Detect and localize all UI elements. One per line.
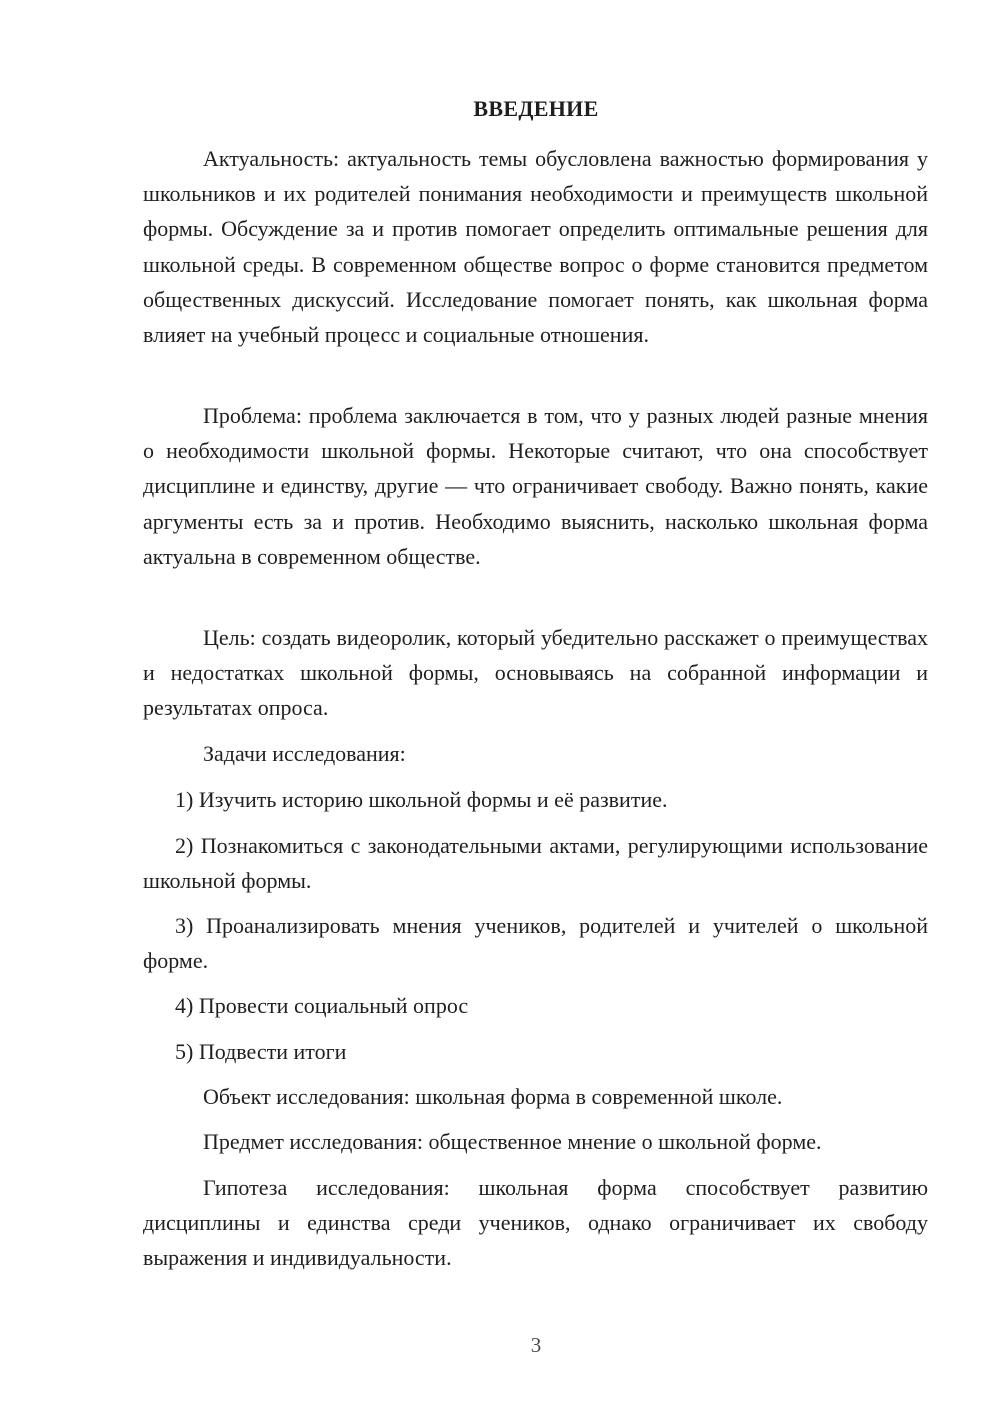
paragraph-object: Объект исследования: школьная форма в современной школе.	[203, 1084, 783, 1109]
task-item-5: 5) Подвести итоги	[175, 1039, 347, 1064]
task-item-1: 1) Изучить историю школьной формы и её развитие.	[175, 787, 668, 812]
paragraph-goal: Цель: создать видеоролик, который убедительно расскажет о преимуществах и недостатках школьной формы, основываясь на собранной информации и результатах опроса.	[143, 625, 928, 721]
task-item-4: 4) Провести социальный опрос	[175, 993, 469, 1018]
paragraph-relevance: Актуальность: актуальность темы обусловлена важностью формирования у школьников и их родителей понимания необходимости и преимуществ школьной формы. Обсуждение за и против помогает определить оптимальные решения для школьной среды. В современном обществе вопрос о форме становится предметом общественных дискуссий. Исследование помогает понять, как школьная форма влияет на учебный процесс и социальные отношения.	[143, 146, 928, 348]
section-heading: ВВЕДЕНИЕ	[473, 96, 599, 121]
task-item-2: 2) Познакомиться с законодательными актами, регулирующими использование школьной формы.	[143, 833, 928, 894]
paragraph-hypothesis: Гипотеза исследования: школьная форма способствует развитию дисциплины и единства среди учеников, однако ограничивает их свободу выражения и индивидуальности.	[143, 1175, 928, 1271]
tasks-heading: Задачи исследования:	[203, 741, 406, 766]
task-item-3: 3) Проанализировать мнения учеников, родителей и учителей о школьной форме.	[143, 913, 928, 974]
paragraph-problem: Проблема: проблема заключается в том, что у разных людей разные мнения о необходимости школьной формы. Некоторые считают, что она способствует дисциплине и единству, другие — что ограничивает свободу. Важно понять, какие аргументы есть за и против. Необходимо выяснить, насколько школьная форма актуальна в современном обществе.	[143, 403, 928, 569]
page-number: 3	[530, 1333, 542, 1357]
paragraph-subject: Предмет исследования: общественное мнение о школьной форме.	[203, 1129, 822, 1154]
